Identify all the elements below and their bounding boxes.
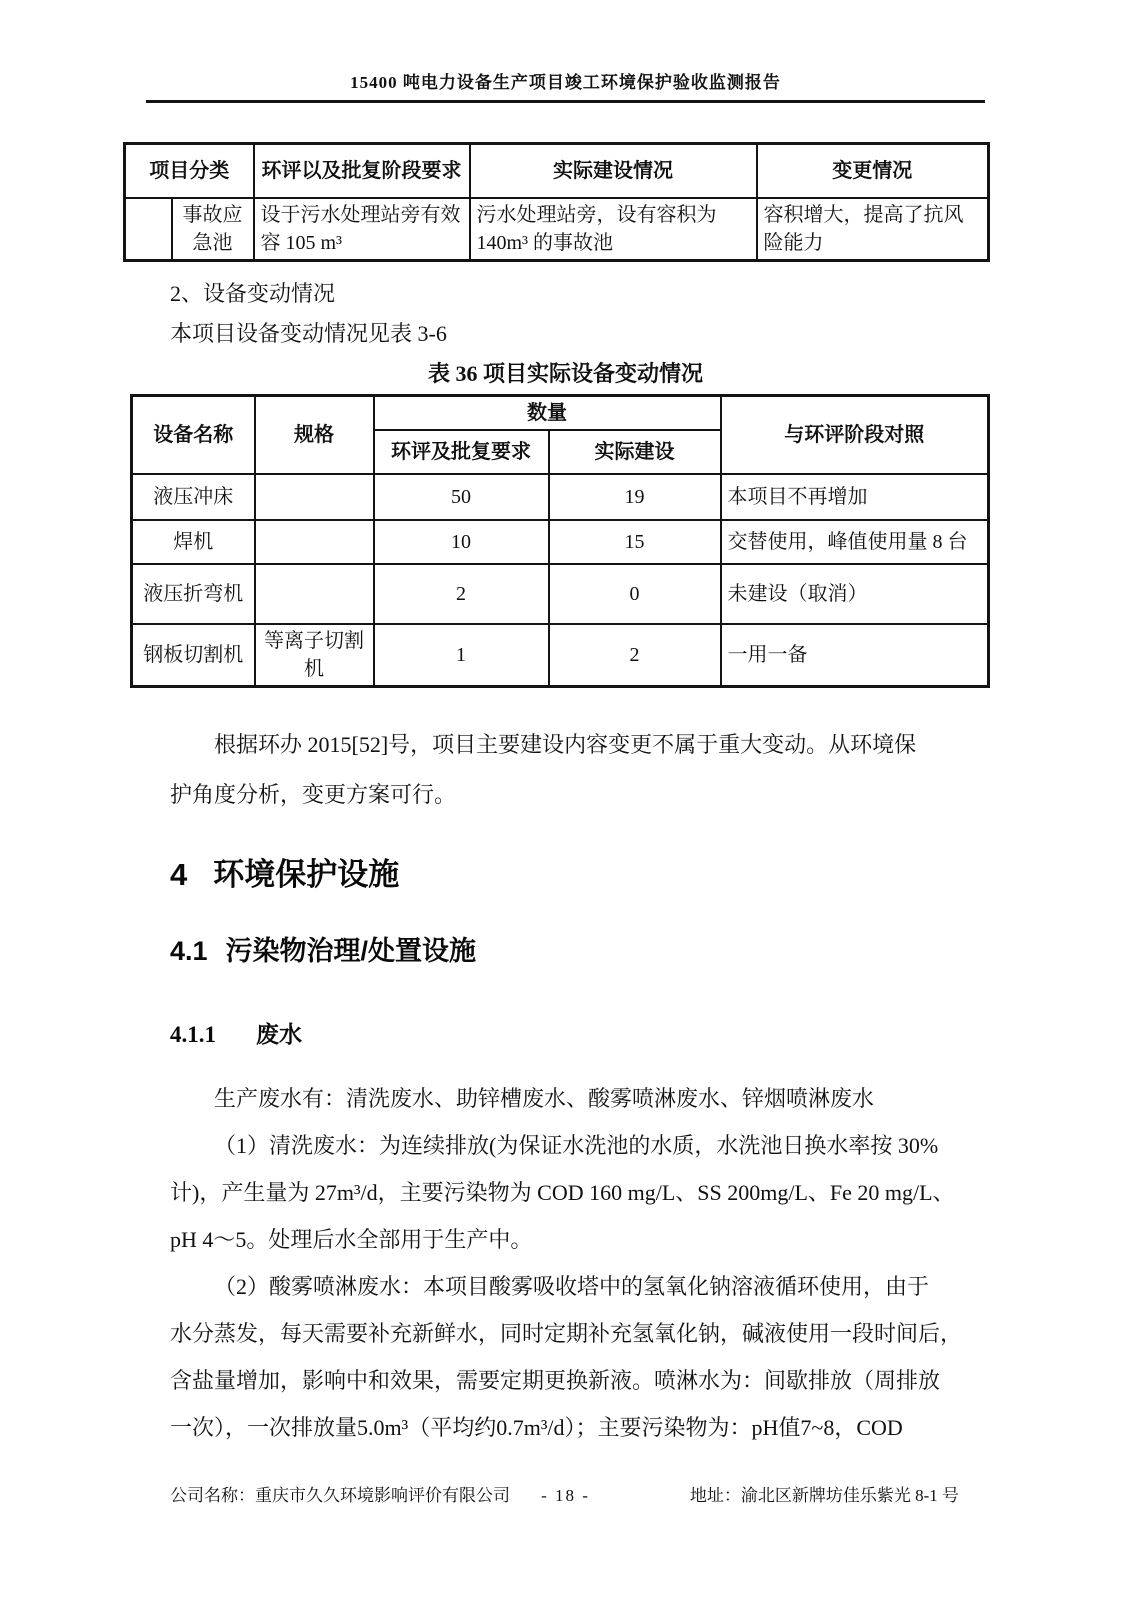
cell-comparison: 未建设（取消） [721,564,989,624]
change-table-header-row [125,144,989,199]
col-header-change: 变更情况 [757,144,989,199]
cell-actual: 污水处理站旁，设有容积为 140m³ 的事故池 [470,198,757,261]
equipment-table-title: 表 36 项目实际设备变动情况 [427,361,703,386]
col-header-quantity: 数量 [374,396,721,431]
cell-category: 事故应急池 [172,198,254,261]
footer-address: 地址：渝北区新牌坊佳乐紫光 8-1 号 [689,1486,959,1505]
cell-eia-qty: 50 [374,474,549,520]
wastewater-intro-paragraph [170,1075,985,1122]
cell-spec [255,520,374,564]
heading-number: 4 [170,857,188,892]
cell-comparison: 交替使用，峰值使用量 8 台 [721,520,989,564]
heading-number: 4.1 [170,936,208,966]
cell-device-name: 液压折弯机 [132,564,255,624]
heading-section-4-1 [170,932,985,970]
paragraph-line: 生产废水有：清洗废水、助锌槽废水、酸雾喷淋废水、锌烟喷淋废水 [214,1086,875,1111]
paragraph-line: 水分蒸发，每天需要补充新鲜水，同时定期补充氢氧化钠，碱液使用一段时间后， [170,1321,963,1346]
change-table-row [125,198,989,261]
report-title: 15400 吨电力设备生产项目竣工环境保护验收监测报告 [350,73,781,92]
page-number: - 18 - [541,1486,590,1505]
cell-change: 容积增大，提高了抗风险能力 [757,198,989,261]
equipment-row-hydraulic-punch [132,474,989,520]
cell-spec: 等离子切割机 [255,624,374,687]
cell-actual-qty: 19 [549,474,721,520]
heading-text: 废水 [256,1022,302,1047]
cell-eia-qty: 1 [374,624,549,687]
cell-eia-qty: 2 [374,564,549,624]
equipment-row-welder [132,520,989,564]
equipment-table [130,394,990,688]
paragraph-line: 根据环办 2015[52]号，项目主要建设内容变更不属于重大变动。从环境保 [214,732,917,757]
heading-number: 4.1.1 [170,1022,216,1047]
cell-device-name: 焊机 [132,520,255,564]
heading-section-4 [170,854,985,896]
change-comparison-table [123,142,990,262]
conclusion-paragraph [170,720,985,820]
paragraph-line: pH 4～5。处理后水全部用于生产中。 [170,1227,533,1252]
cell-comparison: 本项目不再增加 [721,474,989,520]
col-header-spec: 规格 [255,396,374,475]
cell-actual-qty: 0 [549,564,721,624]
paragraph-line: （1）清洗废水：为连续排放(为保证水洗池的水质，水洗池日换水率按 30% [214,1133,939,1158]
col-header-eia-required: 环评及批复要求 [374,430,549,474]
cell-eia-requirement: 设于污水处理站旁有效容 105 m³ [254,198,470,261]
cell-spec [255,474,374,520]
cell-device-name: 钢板切割机 [132,624,255,687]
equipment-row-hydraulic-bender [132,564,989,624]
equipment-section-label: 2、设备变动情况 [170,281,336,306]
cell-actual-qty: 15 [549,520,721,564]
empty-cell [125,198,172,261]
paragraph-line: 护角度分析，变更方案可行。 [170,782,457,807]
col-header-actual-built: 实际建设 [549,430,721,474]
equipment-section-intro: 本项目设备变动情况见表 3-6 [170,321,447,346]
acid-mist-wastewater-paragraph [170,1263,985,1451]
col-header-comparison: 与环评阶段对照 [721,396,989,475]
equipment-row-plate-cutter [132,624,989,687]
col-header-device-name: 设备名称 [132,396,255,475]
col-header-actual: 实际建设情况 [470,144,757,199]
heading-text: 环境保护设施 [213,857,400,892]
page-header [146,0,985,103]
paragraph-line: 一次），一次排放量5.0m³（平均约0.7m³/d）；主要污染物为：pH值7~8，COD [170,1415,903,1440]
cleaning-wastewater-paragraph [170,1122,985,1263]
col-header-category: 项目分类 [125,144,254,199]
cell-device-name: 液压冲床 [132,474,255,520]
paragraph-line: 计)，产生量为 27m³/d，主要污染物为 COD 160 mg/L、SS 200mg/L、Fe 20 mg/L、 [170,1180,955,1205]
heading-section-4-1-1 [170,1020,985,1050]
col-header-eia-requirement: 环评以及批复阶段要求 [254,144,470,199]
paragraph-line: （2）酸雾喷淋废水：本项目酸雾吸收塔中的氢氧化钠溶液循环使用，由于 [214,1274,930,1299]
cell-spec [255,564,374,624]
cell-actual-qty: 2 [549,624,721,687]
cell-eia-qty: 10 [374,520,549,564]
cell-comparison: 一用一备 [721,624,989,687]
footer-company-name: 公司名称：重庆市久久环境影响评价有限公司 [170,1486,510,1505]
paragraph-line: 含盐量增加，影响中和效果，需要定期更换新液。喷淋水为：间歇排放（周排放 [170,1368,941,1393]
heading-text: 污染物治理/处置设施 [225,936,477,966]
equipment-table-header-row-1 [132,396,989,431]
